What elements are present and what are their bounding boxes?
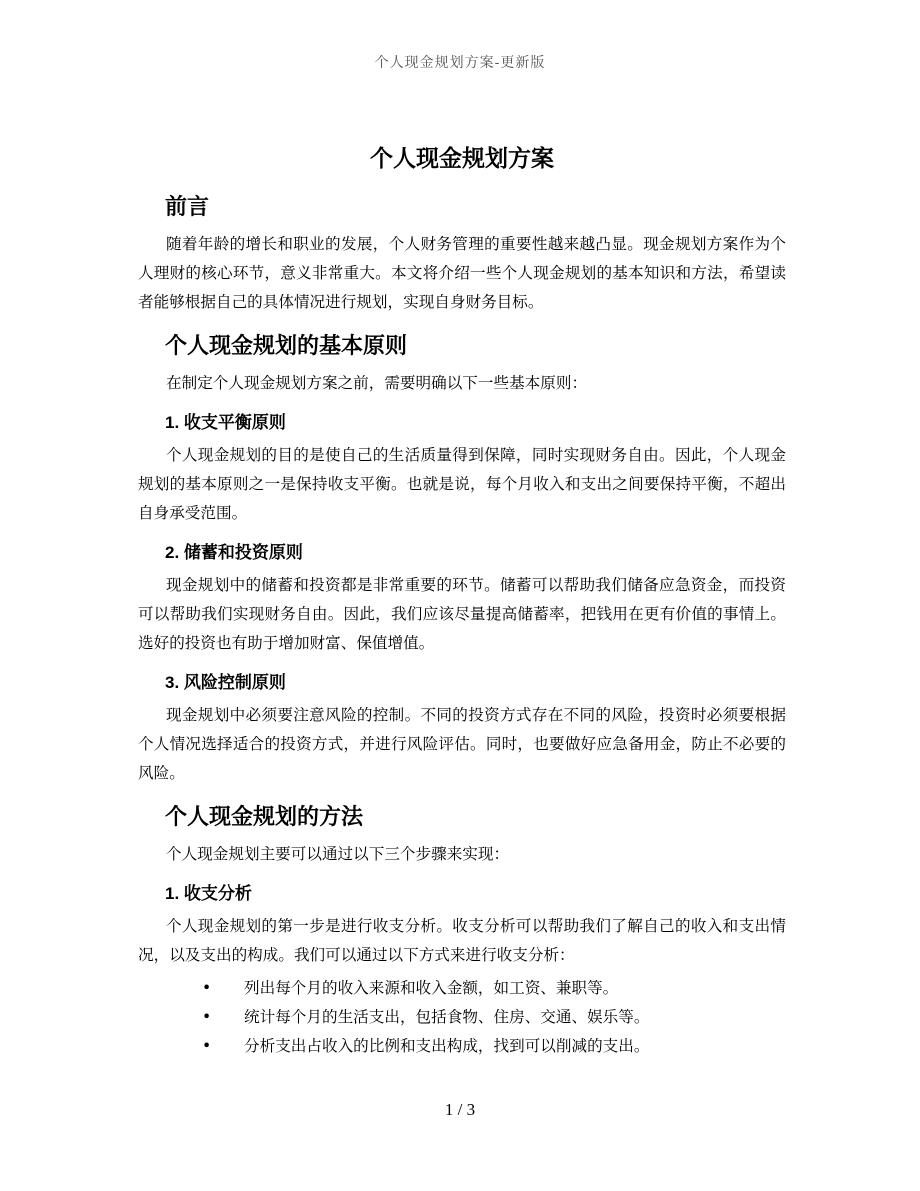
section-heading-principles: 个人现金规划的基本原则 xyxy=(165,333,408,359)
list-item xyxy=(138,974,786,1003)
section-heading-preface: 前言 xyxy=(165,194,210,220)
methods-intro: 个人现金规划主要可以通过以下三个步骤来实现： xyxy=(166,845,510,863)
principles-intro: 在制定个人现金规划方案之前，需要明确以下一些基本原则： xyxy=(166,374,588,392)
list-item xyxy=(138,1032,786,1061)
bullet-icon: • xyxy=(202,1037,212,1055)
list-item-text: 统计每个月的生活支出，包括食物、住房、交通、娱乐等。 xyxy=(244,1008,650,1026)
list-item-text: 分析支出占收入的比例和支出构成，找到可以削减的支出。 xyxy=(244,1037,650,1055)
document-body xyxy=(138,140,786,1061)
page-number: 1 / 3 xyxy=(444,1100,476,1119)
principle-1-heading: 1. 收支平衡原则 xyxy=(165,413,286,432)
bullet-icon: • xyxy=(202,1008,212,1026)
principle-3-heading: 3. 风险控制原则 xyxy=(165,673,286,692)
section-heading-methods: 个人现金规划的方法 xyxy=(165,804,364,830)
page-header: 个人现金规划方案-更新版 xyxy=(374,55,546,71)
principle-2-heading: 2. 储蓄和投资原则 xyxy=(165,543,303,562)
bullet-icon: • xyxy=(202,979,212,997)
document-title: 个人现金规划方案 xyxy=(370,145,554,172)
preface-paragraph: 随着年龄的增长和职业的发展，个人财务管理的重要性越来越凸显。现金规划方案作为个人理财的核心环节，意义非常重大。本文将介绍一些个人现金规划的基本知识和方法，希望读者能够根据自己的具体情况进行规划，实现自身财务目标。 xyxy=(138,235,786,311)
principle-1-paragraph: 个人现金规划的目的是使自己的生活质量得到保障，同时实现财务自由。因此，个人现金规划的基本原则之一是保持收支平衡。也就是说，每个月收入和支出之间要保持平衡，不超出自身承受范围。 xyxy=(138,446,786,522)
method-1-heading: 1. 收支分析 xyxy=(165,884,252,903)
principle-2-paragraph: 现金规划中的储蓄和投资都是非常重要的环节。储蓄可以帮助我们储备应急资金，而投资可以帮助我们实现财务自由。因此，我们应该尽量提高储蓄率，把钱用在更有价值的事情上。选好的投资也有助于增加财富、保值增值。 xyxy=(138,576,786,652)
method-1-paragraph: 个人现金规划的第一步是进行收支分析。收支分析可以帮助我们了解自己的收入和支出情况，以及支出的构成。我们可以通过以下方式来进行收支分析： xyxy=(138,917,786,964)
principle-3-paragraph: 现金规划中必须要注意风险的控制。不同的投资方式存在不同的风险，投资时必须要根据个人情况选择适合的投资方式，并进行风险评估。同时，也要做好应急备用金，防止不必要的风险。 xyxy=(138,706,786,782)
list-item-text: 列出每个月的收入来源和收入金额，如工资、兼职等。 xyxy=(244,979,619,997)
method-1-bullet-list xyxy=(138,974,786,1061)
list-item xyxy=(138,1003,786,1032)
